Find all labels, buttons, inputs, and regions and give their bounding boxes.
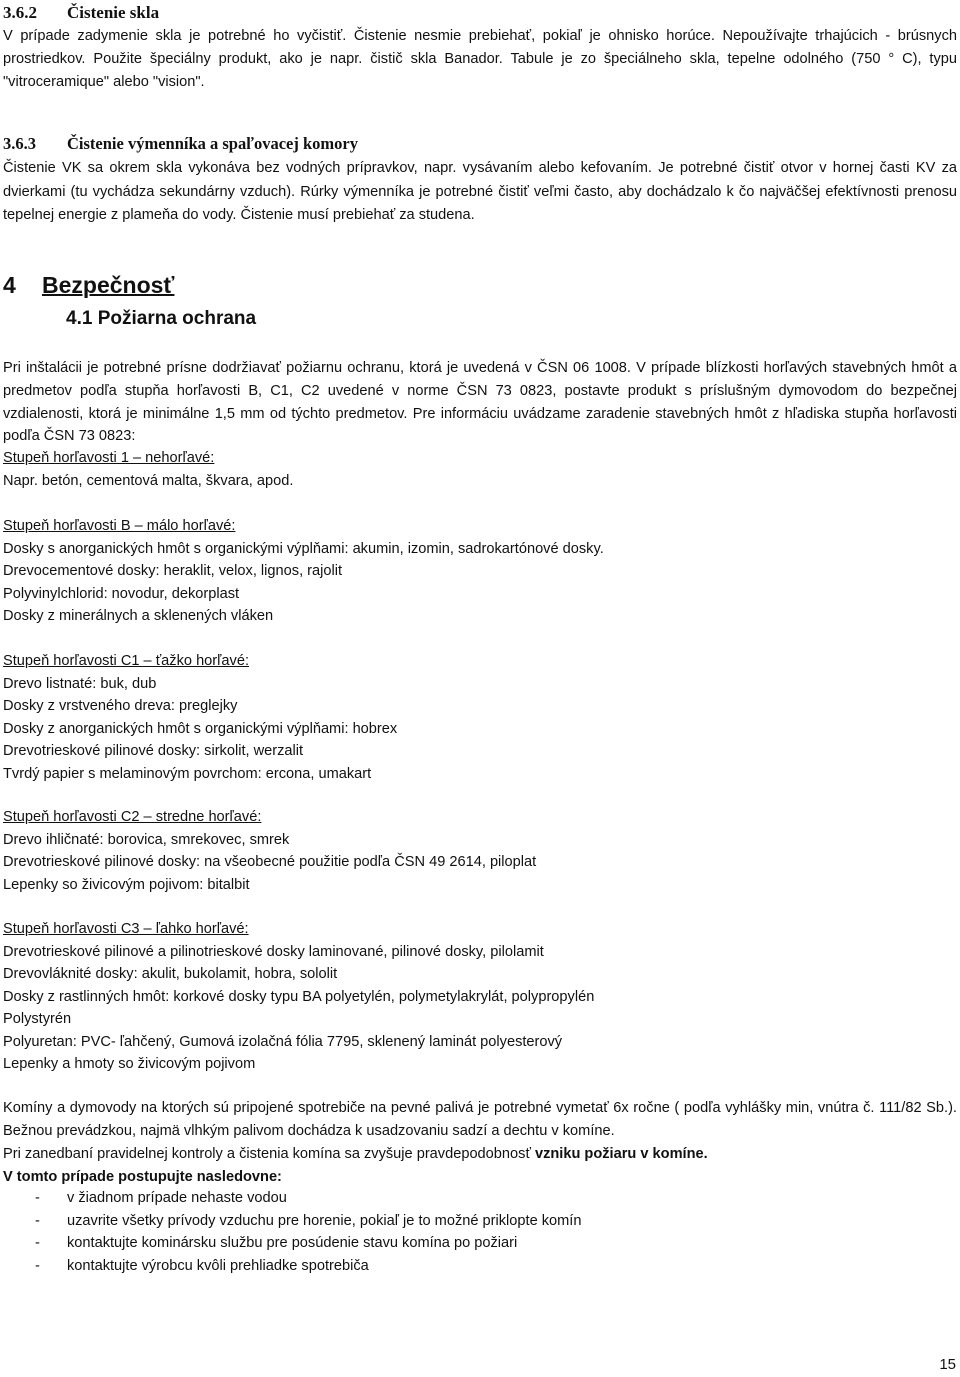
grade-block-c2 bbox=[3, 806, 957, 896]
list-item bbox=[3, 1232, 903, 1255]
grade-heading: Stupeň horľavosti B – málo horľavé: bbox=[3, 518, 236, 534]
section-title: Čistenie skla bbox=[67, 3, 160, 22]
section-heading-3-6-3 bbox=[3, 133, 358, 155]
section-heading-3-6-2 bbox=[3, 2, 159, 24]
dash-bullet: - bbox=[35, 1257, 40, 1274]
list-item: Drevocementové dosky: heraklit, velox, lignos, rajolit bbox=[3, 563, 343, 579]
grade-block-b bbox=[3, 515, 957, 628]
list-item bbox=[3, 1255, 903, 1278]
list-item bbox=[3, 1210, 903, 1233]
list-item: Drevo listnaté: buk, dub bbox=[3, 675, 157, 692]
paragraph-glass-cleaning: V prípade zadymenie skla je potrebné ho vyčistiť. Čistenie nesmie prebiehať, pokiaľ je ohnisko horúce. Nepoužívajte trhajúcich - brúsnych prostriedkov. Použite špeciálny produkt, ako je napr. čistič skla Banador. Tabule je zo špeciálneho skla, tepelne odolného (750 ° C), typu "vitroceramique" alebo "vision". bbox=[3, 28, 957, 90]
dash-bullet: - bbox=[35, 1190, 40, 1206]
list-item: Polyuretan: PVC- ľahčený, Gumová izolačná fólia 7795, sklenený laminát polyesterový bbox=[3, 1033, 563, 1050]
grade-heading: Stupeň horľavosti 1 – nehorľavé: bbox=[3, 450, 215, 466]
step-text: kontaktujte kominársku službu pre posúdenie stavu komína po požiari bbox=[67, 1235, 518, 1252]
list-item: Polyvinylchlorid: novodur, dekorplast bbox=[3, 585, 240, 602]
list-item: Drevovláknité dosky: akulit, bukolamit, hobra, sololit bbox=[3, 966, 338, 982]
paragraph-fire-protection: Pri inštalácii je potrebné prísne dodržiavať požiarnu ochranu, ktorá je uvedená v ČSN 06 1008. V prípade blízkosti horľavých stavebných hmôt a predmetov podľa stupňa horľavosti B, C1, C2 uvedené v norme ČSN 73 0823, postavte produkt s príslušným dymovodom do bezpečnej vzdialenosti, ktorá je minimálne 1,5 mm od týchto predmetov. Pre informáciu uvádzame zaradenie stavebných hmôt z hľadiska stupňa horľavosti podľa ČSN 73 0823: bbox=[3, 360, 957, 445]
section-number: 3.6.2 bbox=[3, 3, 37, 22]
chimney-fire-text: Pri zanedbaní pravidelnej kontroly a čistenia komína sa zvyšuje pravdepodobnosť bbox=[3, 1146, 535, 1162]
list-item: Lepenky so živicovým pojivom: bitalbit bbox=[3, 876, 250, 893]
grade-block-c1 bbox=[3, 650, 957, 785]
grade-block-1 bbox=[3, 447, 957, 492]
list-item: Drevo ihličnaté: borovica, smrekovec, smrek bbox=[3, 831, 290, 848]
procedure-list bbox=[3, 1187, 903, 1277]
chapter-title: Bezpečnosť bbox=[42, 272, 175, 298]
grade-block-c3 bbox=[3, 918, 957, 1076]
list-item: Drevotrieskové pilinové a pilinotrieskové dosky laminované, pilinové dosky, pilolamit bbox=[3, 943, 544, 960]
list-item: Dosky s anorganických hmôt s organickými výplňami: akumin, izomin, sadrokartónové dosky. bbox=[3, 540, 604, 557]
page-number: 15 bbox=[939, 1356, 956, 1373]
dash-bullet: - bbox=[35, 1235, 40, 1252]
chapter-number: 4 bbox=[3, 272, 16, 298]
grade-heading: Stupeň horľavosti C2 – stredne horľavé: bbox=[3, 809, 262, 825]
chimney-fire-emphasis: vzniku požiaru v komíne. bbox=[534, 1146, 708, 1162]
list-item: Tvrdý papier s melaminovým povrchom: ercona, umakart bbox=[3, 765, 372, 782]
list-item: Napr. betón, cementová malta, škvara, apod. bbox=[3, 472, 294, 489]
list-item: Drevotrieskové pilinové dosky: na všeobecné použitie podľa ČSN 49 2614, piloplat bbox=[3, 854, 537, 870]
paragraph-exchanger-cleaning: Čistenie VK sa okrem skla vykonáva bez vodných prípravkov, napr. vysávaním alebo kefovaním. Je potrebné čistiť otvor v hornej časti KV za dvierkami (tu vychádza sekundárny vzduch). Rúrky výmenníka je potrebné čistiť veľmi často, aby dochádzalo k čo najväčšej efektívnosti prenosu tepelnej energie z plameňa do vody. Čistenie musí prebiehať za studena. bbox=[3, 160, 957, 224]
paragraph-chimney-sweeping: Komíny a dymovody na ktorých sú pripojené spotrebiče na pevné palivá je potrebné vymetať 6x ročne ( podľa vyhlášky min, vnútra č. 111/82 Sb.). Bežnou prevádzkou, najmä vlhkým palivom dochádza k usadzovaniu sadzí a dechtu v komíne. bbox=[3, 1100, 957, 1139]
list-item: Dosky z anorganických hmôt s organickými výplňami: hobrex bbox=[3, 720, 398, 737]
paragraph-chimney-fire bbox=[3, 1143, 957, 1166]
section-number: 3.6.3 bbox=[3, 134, 36, 153]
list-item: Lepenky a hmoty so živicovým pojivom bbox=[3, 1056, 256, 1072]
chapter-heading bbox=[3, 270, 174, 300]
list-item: Dosky z minerálnych a sklenených vláken bbox=[3, 608, 274, 624]
grade-heading: Stupeň horľavosti C3 – ľahko horľavé: bbox=[3, 921, 249, 937]
chimney-section bbox=[3, 1097, 957, 1189]
procedure-heading: V tomto prípade postupujte nasledovne: bbox=[3, 1169, 282, 1185]
step-text: v žiadnom prípade nehaste vodou bbox=[67, 1190, 287, 1206]
section-title: Čistenie výmenníka a spaľovacej komory bbox=[67, 134, 358, 153]
list-item bbox=[3, 1187, 903, 1210]
list-item: Dosky z vrstveného dreva: preglejky bbox=[3, 698, 238, 714]
step-text: kontaktujte výrobcu kvôli prehliadke spotrebiča bbox=[67, 1257, 369, 1274]
list-item: Drevotrieskové pilinové dosky: sirkolit, werzalit bbox=[3, 743, 304, 759]
subsection-heading: 4.1 Požiarna ochrana bbox=[66, 308, 257, 329]
list-item: Dosky z rastlinných hmôt: korkové dosky typu BA polyetylén, polymetylakrylát, polypropylén bbox=[3, 988, 595, 1005]
step-text: uzavrite všetky prívody vzduchu pre horenie, pokiaľ je to možné priklopte komín bbox=[67, 1212, 582, 1229]
dash-bullet: - bbox=[35, 1212, 40, 1229]
grade-heading: Stupeň horľavosti C1 – ťažko horľavé: bbox=[3, 653, 249, 669]
list-item: Polystyrén bbox=[3, 1011, 72, 1027]
